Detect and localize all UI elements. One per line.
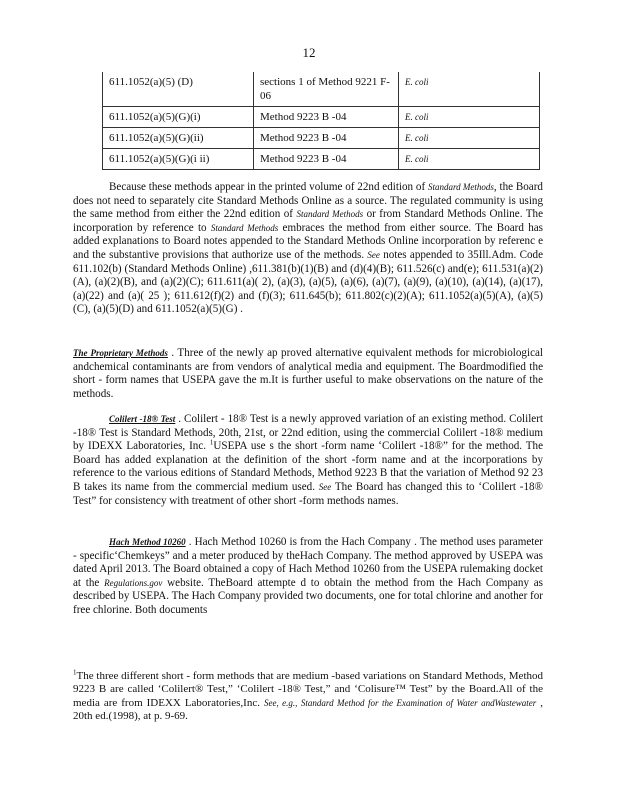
paragraph-proprietary-methods	[73, 347, 543, 401]
section-cell: 611.1052(a)(5)(G)(ii)	[103, 128, 254, 149]
italic-ref: Standard Methods	[427, 182, 494, 192]
organism-cell: E. coli	[399, 72, 540, 107]
italic-ref: See, e.g., Standard Method for the Examination of Water andWastewater	[263, 697, 537, 708]
section-heading-proprietary: The Proprietary Methods	[73, 348, 168, 358]
table-row	[103, 128, 540, 149]
paragraph-hach-method	[73, 536, 543, 618]
text-run: notes appended to 35Ill.Adm. Code 611.102(b) (Standard Methods Online) ,611.381(b)(1)(B) and (d)(4)(B); 611.526(c) and(e); 611.531(a)(2)(A), (a)(2)(B), and (a)(2)(C); 611.611(a)( 2), (a)(3), (a)(5), (a)(6), (a)(7), (a)(9), (a)(10), (a)(14), (a)(17), (a)(22) and (a)( 25 ); 611.612(f)(2) and (f)(3); 611.645(b); 611.802(c)(2)(A); 611.1052(a)(5)(A), (a)(5)(C), (a)(5)(D) and 611.1052(a)(5)(G) .	[73, 248, 543, 316]
text-run: website. TheBoard attempte d to obtain the method from the Hach Company as described by USEPA. The Hach Company provided two documents, one for total chlorine and another for free chlorine. Both documents	[73, 576, 543, 616]
text-run: USEPA use s the short -form name ‘Colilert -18®” for the method. The Board has added explanation at the definition of the short -form name and at the incorporations by reference to the various editions of Standard Methods, Method 9223 B that the variation of Method 92 23 B takes its name from the commercial medium used.	[73, 440, 543, 493]
text-run: . Colilert - 18® Test is a newly approved variation of an existing method. Colilert -18® Test is Standard Methods, 20th, 21st, or 22nd edition, using the commercial Colilert -18® medium by IDEXX Laboratories, Inc.	[73, 413, 543, 453]
paragraph-standard-methods	[73, 181, 543, 317]
section-heading-colilert: Colilert -18® Test	[109, 414, 176, 424]
table-row	[103, 72, 540, 107]
text-run: The Board has changed this to ‘Colilert -18® Test” for consistency with treatment of other short -form methods names.	[73, 480, 543, 507]
italic-ref: Regulations.gov	[104, 577, 163, 588]
italic-ref: See	[318, 481, 332, 492]
section-cell: 611.1052(a)(5)(G)(i)	[103, 107, 254, 128]
section-cell: 611.1052(a)(5)(G)(i ii)	[103, 149, 254, 170]
page-number: 12	[302, 45, 316, 60]
footnote-marker: 1	[209, 438, 214, 447]
text-run: . Hach Method 10260 is from the Hach Company . The method uses parameter - specific‘Chemkeys” and a meter produced by theHach Company. The method approved by USEPA was dated April 2013. The Board obtained a copy of Hach Method 10260 from the USEPA rulemaking docket at the	[73, 536, 543, 589]
italic-ref: See	[367, 249, 380, 260]
section-cell: 611.1052(a)(5) (D)	[103, 72, 254, 107]
table-row	[103, 107, 540, 128]
organism-cell: E. coli	[399, 149, 540, 170]
method-cell: Method 9223 B -04	[254, 128, 399, 149]
paragraph-colilert	[73, 413, 543, 508]
text-run: , 20th ed.(1998), at p. 9-69.	[73, 696, 543, 723]
text-run: . Three of the newly ap proved alternative equivalent methods for microbiological andchemical contaminants are from vendors of analytical media and equipment. The Boardmodified the short - form names that USEPA gave the m.It is further useful to make observations on the nature of the methods.	[73, 347, 543, 400]
text-run: embraces the method from either source. The Board has added explanations to Board notes appended to the Standard Methods Online incorporation by referenc e and the substantive provisions that authorize use of the methods.	[73, 221, 543, 261]
italic-ref: Standard Methods	[296, 209, 364, 220]
text-run: , the Board does not need to separately cite Standard Methods Online as a source. The regulated community is using the same method from either the 22nd edition of	[73, 181, 543, 221]
footnote-number: 1	[73, 668, 77, 677]
text-run: or from Standard Methods Online. The incorporation by reference to	[73, 208, 543, 234]
method-cell: Method 9223 B -04	[254, 107, 399, 128]
italic-ref: Standard Methods	[210, 222, 279, 233]
organism-cell: E. coli	[399, 107, 540, 128]
text-run: The three different short - form methods that are medium -based variations on Standard Methods, Method 9223 B are called ‘Colilert® Test,” ‘Colilert -18® Test,” and ‘Colisure™ Test” by the Board.All of the media are from IDEXX Laboratories,Inc.	[73, 670, 543, 709]
method-cell: Method 9223 B -04	[254, 149, 399, 170]
method-cell: sections 1 of Method 9221 F-06	[254, 72, 399, 107]
footnote	[73, 670, 543, 724]
section-heading-hach: Hach Method 10260	[109, 537, 186, 547]
text-run: Because these methods appear in the printed volume of 22nd edition of	[109, 181, 428, 193]
table-row	[103, 149, 540, 170]
organism-cell: E. coli	[399, 128, 540, 149]
citation-table	[102, 72, 540, 170]
